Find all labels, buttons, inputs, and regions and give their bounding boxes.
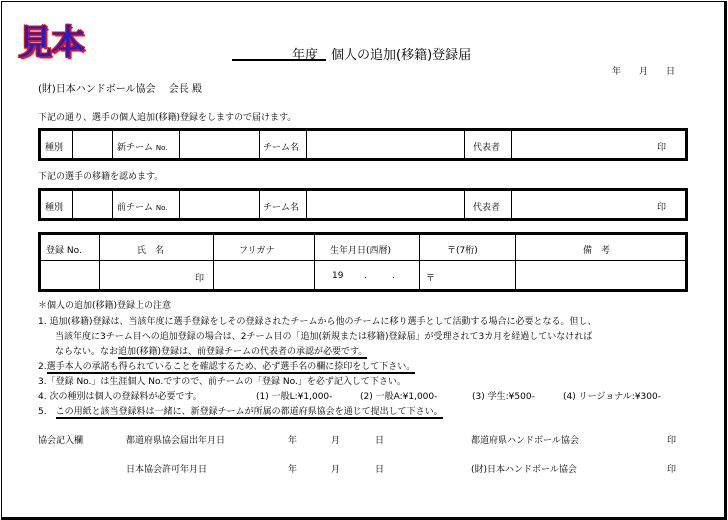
seal-mark: 印 <box>657 203 667 213</box>
pref-filing-date-label: 都道府県協会届出年月日 <box>126 436 226 446</box>
note-3: 3.「登録 No.」は生涯個人 No.ですので、前チームの「登録 No.」を必ず記入して下さい。 <box>38 377 406 387</box>
addressee: (財)日本ハンドボール協会 会長 殿 <box>38 84 202 95</box>
jha-label: (財)日本ハンドボール協会 <box>471 465 577 475</box>
player-table <box>38 232 688 292</box>
note-5: 5. この用紙と該当登録料は一緒に、新登録チームが所属の都道府県協会を通じて提出して下さい。 <box>38 407 443 417</box>
fee-general-l: (1) 一般L:¥1,000- <box>256 392 333 402</box>
new-team-label: 新チーム No. <box>117 143 168 153</box>
team-name-label: チーム名 <box>263 143 300 153</box>
header-remarks: 備 考 <box>583 246 611 256</box>
date-line: 年 月 日 <box>612 67 676 77</box>
month-mark: 月 <box>331 465 341 475</box>
seal-mark: 印 <box>667 465 677 475</box>
birth-year-prefix: 19 <box>332 271 344 281</box>
header-postal: 〒(7桁) <box>447 246 478 256</box>
header-name: 氏 名 <box>137 246 165 256</box>
player-seal: 印 <box>195 274 205 284</box>
intro-transfer: 下記の選手の移籍を認めます。 <box>38 172 164 182</box>
year-blank-line[interactable] <box>232 59 326 61</box>
prev-team-box <box>38 188 688 221</box>
intro-add: 下記の通り、選手の個人追加(移籍)登録をしますので届けます。 <box>38 113 297 123</box>
pref-association-label: 都道府県ハンドボール協会 <box>471 436 579 446</box>
new-team-box <box>38 128 688 161</box>
fee-regional: (4) リージョナル:¥300- <box>563 392 661 402</box>
type-label: 種別 <box>45 143 64 153</box>
representative-label: 代表者 <box>473 143 501 153</box>
seal-mark: 印 <box>667 436 677 446</box>
association-use-label: 協会記入欄 <box>38 436 84 446</box>
birth-sep-1: . <box>364 271 367 281</box>
fee-student: (3) 学生:¥500- <box>472 392 535 402</box>
team-name-label: チーム名 <box>263 203 300 213</box>
day-mark: 日 <box>375 465 385 475</box>
birth-sep-2: . <box>392 271 395 281</box>
note-1b: 当該年度に3チーム目への追加登録の場合は、2チーム目の「追加(新規または移籍)登録届」が受理されて3カ月を経過していなければ <box>55 332 593 342</box>
notes-title: ＊個人の追加(移籍)登録上の注意 <box>38 301 172 311</box>
year-mark: 年 <box>288 465 298 475</box>
header-birthdate: 生年月日(西暦) <box>330 246 392 256</box>
sample-stamp: 見本 <box>18 23 84 63</box>
header-reg-no: 登録 No. <box>46 246 82 256</box>
header-furigana: フリガナ <box>239 246 275 256</box>
day-mark: 日 <box>375 436 385 446</box>
jha-approval-date-label: 日本協会許可年月日 <box>126 465 208 475</box>
fee-general-a: (2) 一般A:¥1,000- <box>360 392 438 402</box>
note-1c: ならない。なお追加(移籍)登録は、前登録チームの代表者の承認が必要です。 <box>55 347 368 357</box>
postal-mark: 〒 <box>426 274 436 284</box>
form-title: 年度 個人の追加(移籍)登録届 <box>292 48 472 63</box>
note-4-label: 4. 次の種別は個人の登録料が必要です。 <box>38 392 202 402</box>
month-mark: 月 <box>331 436 341 446</box>
type-label: 種別 <box>45 203 64 213</box>
note-2: 2.選手本人の承諾も得られていることを確認するため、必ず選手名の欄に捺印をして下さい。 <box>38 362 416 372</box>
note-1a: 1. 追加(移籍)登録は、当該年度に選手登録をしその登録されたチームから他のチームに移り選手として活動する場合に必要となる。但し、 <box>38 317 597 327</box>
year-mark: 年 <box>288 436 298 446</box>
prev-team-label: 前チーム No. <box>117 203 168 213</box>
representative-label: 代表者 <box>473 203 501 213</box>
seal-mark: 印 <box>657 143 667 153</box>
